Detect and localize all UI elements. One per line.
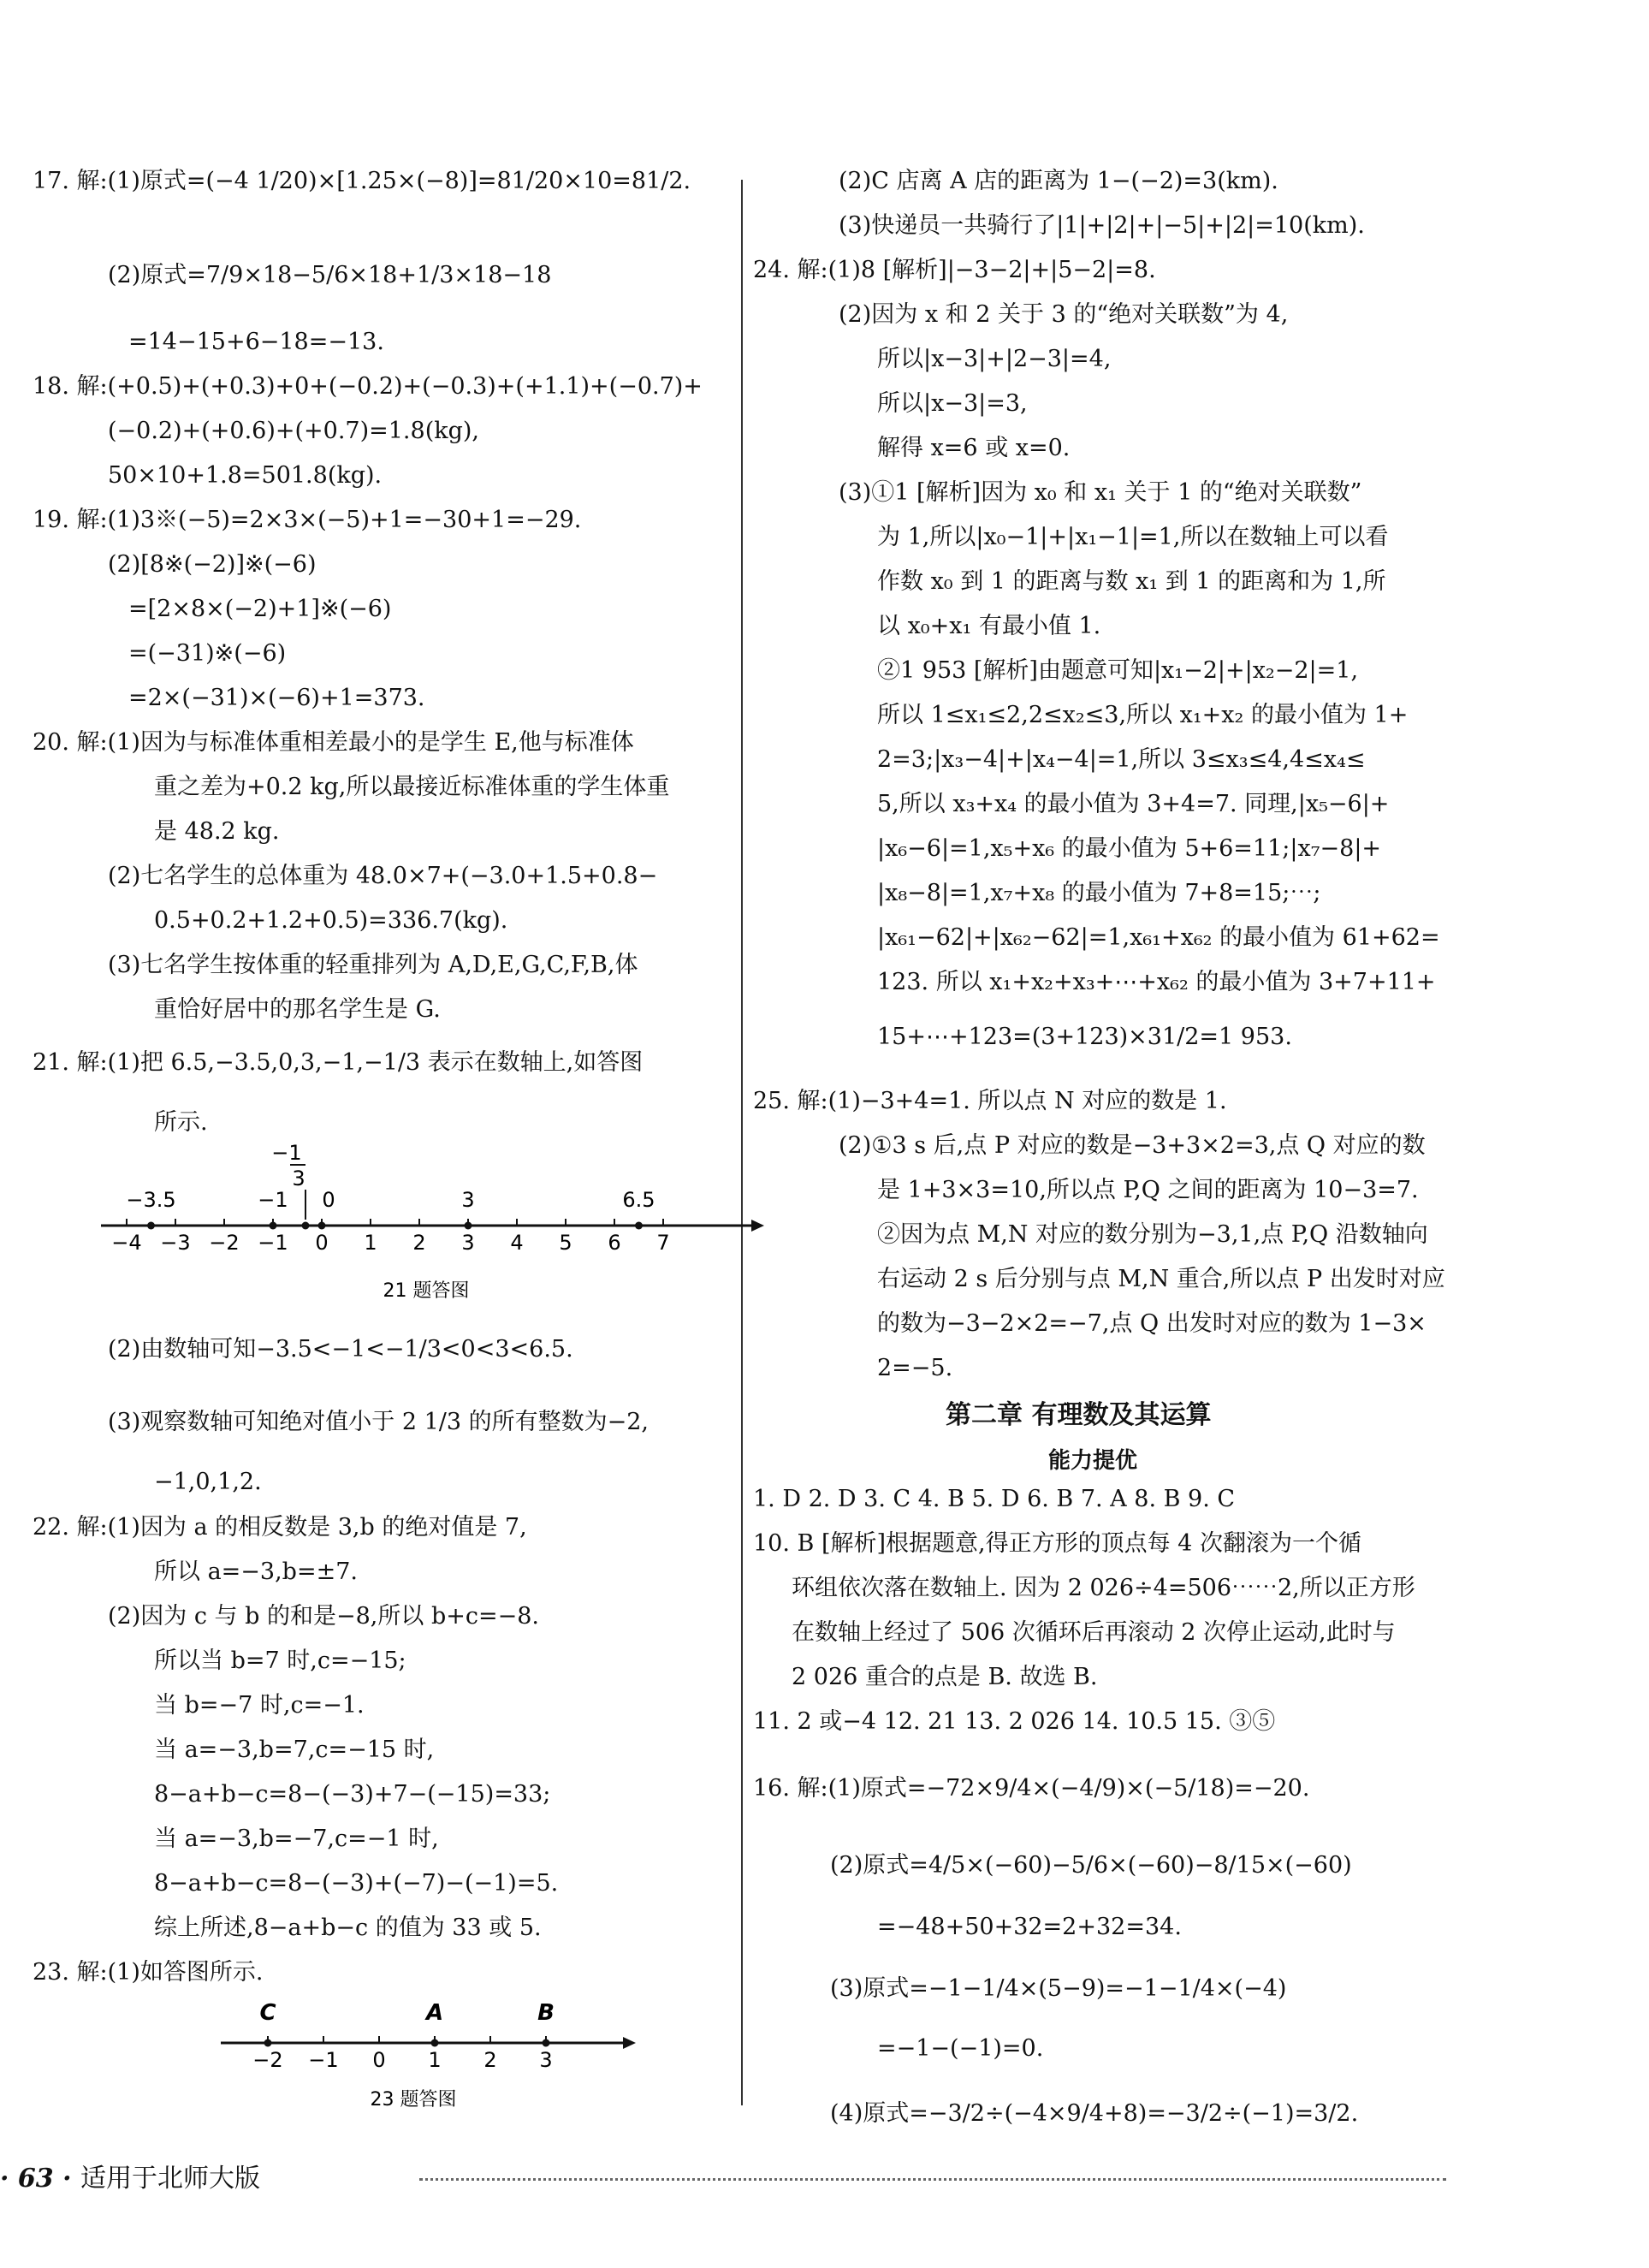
q23-line-1: 23. 解:(1)如答图所示.: [33, 1959, 264, 1986]
q24-line-16: |x₆₁−62|+|x₆₂−62|=1,x₆₁+x₆₂ 的最小值为 61+62=: [877, 924, 1440, 951]
point-label: C: [259, 2000, 276, 2026]
q22-line-2: 所以 a=−3,b=±7.: [154, 1559, 358, 1585]
figure-21-caption: 21 题答图: [383, 1280, 470, 1302]
q25-line-6: 的数为−3−2×2=−7,点 Q 出发时对应的数为 1−3×: [877, 1310, 1427, 1337]
tick-label: 2: [412, 1231, 426, 1255]
q16-line-4: (3)原式=−1−1/4×(5−9)=−1−1/4×(−4): [830, 1975, 1287, 2002]
figure-23-caption: 23 题答图: [370, 2089, 457, 2111]
q25-line-2: (2)①3 s 后,点 P 对应的数是−3+3×2=3,点 Q 对应的数: [839, 1132, 1426, 1159]
q19-line-3: =[2×8×(−2)+1]※(−6): [128, 596, 392, 622]
q24-line-15: |x₈−8|=1,x₇+x₈ 的最小值为 7+8=15;⋯;: [877, 880, 1321, 906]
tick-label: 6: [608, 1231, 621, 1255]
q24-line-14: |x₆−6|=1,x₅+x₆ 的最小值为 5+6=11;|x₇−8|+: [877, 835, 1382, 862]
q21-line-1: 21. 解:(1)把 6.5,−3.5,0,3,−1,−1/3 表示在数轴上,如答图: [33, 1049, 644, 1076]
number-line-23: [221, 1990, 666, 2114]
q10-line-3: 在数轴上经过了 506 次循环后再滚动 2 次停止运动,此时与: [792, 1619, 1396, 1646]
tick-label: 1: [364, 1231, 377, 1255]
point-label: −3.5: [126, 1188, 176, 1212]
q22-line-3: (2)因为 c 与 b 的和是−8,所以 b+c=−8.: [108, 1603, 539, 1630]
q16-line-6: (4)原式=−3/2÷(−4×9/4+8)=−3/2÷(−1)=3/2.: [830, 2100, 1359, 2127]
q25-line-3: 是 1+3×3=10,所以点 P,Q 之间的距离为 10−3=7.: [877, 1177, 1419, 1203]
q24-line-7: 为 1,所以|x₀−1|+|x₁−1|=1,所以在数轴上可以看: [877, 524, 1389, 550]
q22-line-10: 综上所述,8−a+b−c 的值为 33 或 5.: [154, 1915, 542, 1941]
q24-line-12: 2=3;|x₃−4|+|x₄−4|=1,所以 3≤x₃≤4,4≤x₄≤: [877, 746, 1366, 773]
q23-line-2: (2)C 店离 A 店的距离为 1−(−2)=3(km).: [839, 168, 1278, 194]
q22-line-9: 8−a+b−c=8−(−3)+(−7)−(−1)=5.: [154, 1870, 559, 1897]
q20-line-4: (2)七名学生的总体重为 48.0×7+(−3.0+1.5+0.8−: [108, 863, 658, 889]
q24-line-18: 15+⋯+123=(3+123)×31/2=1 953.: [877, 1024, 1292, 1050]
q22-line-8: 当 a=−3,b=−7,c=−1 时,: [154, 1826, 439, 1852]
q19-line-5: =2×(−31)×(−6)+1=373.: [128, 685, 425, 711]
point-label: 6.5: [622, 1188, 655, 1212]
q24-line-3: 所以|x−3|+|2−3|=4,: [877, 346, 1112, 372]
tick-label: 2: [483, 2048, 497, 2072]
q21-line-2: 所示.: [154, 1109, 208, 1136]
point-label: B: [537, 2000, 555, 2026]
point-label: A: [425, 2000, 444, 2026]
mcq-answers: 1. D 2. D 3. C 4. B 5. D 6. B 7. A 8. B 9. C: [753, 1486, 1236, 1512]
tick-label: 7: [656, 1231, 670, 1255]
point-marker: [270, 1222, 277, 1230]
q20-line-1: 20. 解:(1)因为与标准体重相差最小的是学生 E,他与标准体: [33, 729, 634, 756]
q25-line-5: 右运动 2 s 后分别与点 M,N 重合,所以点 P 出发时对应: [877, 1266, 1445, 1292]
tick-label: 3: [539, 2048, 553, 2072]
q22-line-6: 当 a=−3,b=7,c=−15 时,: [154, 1737, 435, 1763]
q21-line-4: (3)观察数轴可知绝对值小于 2 1/3 的所有整数为−2,: [108, 1409, 650, 1435]
q19-line-1: 19. 解:(1)3※(−5)=2×3×(−5)+1=−30+1=−29.: [33, 507, 582, 533]
q17-line-3: =14−15+6−18=−13.: [128, 329, 384, 355]
q24-line-8: 作数 x₀ 到 1 的距离与数 x₁ 到 1 的距离和为 1,所: [877, 568, 1386, 595]
q24-line-1: 24. 解:(1)8 [解析]|−3−2|+|5−2|=8.: [753, 257, 1156, 283]
q22-line-5: 当 b=−7 时,c=−1.: [154, 1692, 365, 1719]
q20-line-2: 重之差为+0.2 kg,所以最接近标准体重的学生体重: [154, 774, 670, 800]
footer-dotted-rule: [419, 2178, 1446, 2181]
point-label: 0: [322, 1188, 335, 1212]
point-marker: [465, 1222, 472, 1230]
svg-text:3: 3: [292, 1167, 305, 1190]
tick-label: −2: [252, 2048, 283, 2072]
point-marker: [318, 1222, 326, 1230]
q25-line-7: 2=−5.: [877, 1355, 953, 1381]
tick-label: 0: [372, 2048, 386, 2072]
q22-line-7: 8−a+b−c=8−(−3)+7−(−15)=33;: [154, 1781, 551, 1808]
q24-line-10: ②1 953 [解析]由题意可知|x₁−2|+|x₂−2|=1,: [877, 657, 1359, 684]
q19-line-2: (2)[8※(−2)]※(−6): [108, 551, 317, 578]
point-marker: [635, 1222, 643, 1230]
q22-line-1: 22. 解:(1)因为 a 的相反数是 3,b 的绝对值是 7,: [33, 1514, 527, 1541]
q16-line-1: 16. 解:(1)原式=−72×9/4×(−4/9)×(−5/18)=−20.: [753, 1775, 1310, 1802]
section-title: 能力提优: [1048, 1448, 1138, 1474]
q10-line-2: 环组依次落在数轴上. 因为 2 026÷4=506⋯⋯2,所以正方形: [792, 1575, 1415, 1601]
q24-line-11: 所以 1≤x₁≤2,2≤x₂≤3,所以 x₁+x₂ 的最小值为 1+: [877, 702, 1409, 728]
q16-line-3: =−48+50+32=2+32=34.: [877, 1914, 1182, 1940]
q16-line-5: =−1−(−1)=0.: [877, 2035, 1044, 2062]
tick-label: 3: [461, 1231, 475, 1255]
tick-label: −1: [258, 1231, 288, 1255]
q21-line-5: −1,0,1,2.: [154, 1469, 262, 1495]
point-marker: [264, 2039, 272, 2047]
q20-line-6: (3)七名学生按体重的轻重排列为 A,D,E,G,C,F,B,体: [108, 952, 638, 978]
q18-line-2: (−0.2)+(+0.6)+(+0.7)=1.8(kg),: [108, 418, 479, 444]
q10-line-1: 10. B [解析]根据题意,得正方形的顶点每 4 次翻滚为一个循: [753, 1530, 1361, 1557]
tick-label: 4: [510, 1231, 524, 1255]
q20-line-5: 0.5+0.2+1.2+0.5)=336.7(kg).: [154, 907, 508, 934]
point-label: −1: [258, 1188, 288, 1212]
q18-line-1: 18. 解:(+0.5)+(+0.3)+0+(−0.2)+(−0.3)+(+1.1)+(−0.7)+: [33, 373, 703, 400]
q24-line-2: (2)因为 x 和 2 关于 3 的“绝对关联数”为 4,: [839, 301, 1289, 328]
tick-label: −4: [111, 1231, 142, 1255]
point-label: −1: [271, 1143, 302, 1165]
q24-line-17: 123. 所以 x₁+x₂+x₃+⋯+x₆₂ 的最小值为 3+7+11+: [877, 969, 1436, 995]
tick-label: −3: [160, 1231, 191, 1255]
q17-line-1: 17. 解:(1)原式=(−4 1/20)×[1.25×(−8)]=81/20×10=81/2.: [33, 168, 691, 194]
tick-label: −2: [209, 1231, 240, 1255]
q24-line-6: (3)①1 [解析]因为 x₀ 和 x₁ 关于 1 的“绝对关联数”: [839, 479, 1362, 506]
page-number: · 63 ·: [0, 2164, 72, 2194]
q17-line-2: (2)原式=7/9×18−5/6×18+1/3×18−18: [108, 262, 552, 288]
q25-line-1: 25. 解:(1)−3+4=1. 所以点 N 对应的数是 1.: [753, 1088, 1227, 1114]
edition-label: 适用于北师大版: [80, 2164, 260, 2194]
q24-line-13: 5,所以 x₃+x₄ 的最小值为 3+4=7. 同理,|x₅−6|+: [877, 791, 1390, 817]
q18-line-3: 50×10+1.8=501.8(kg).: [108, 462, 383, 489]
q24-line-4: 所以|x−3|=3,: [877, 390, 1028, 417]
number-line-21: [101, 1143, 786, 1305]
q23-line-3: (3)快递员一共骑行了|1|+|2|+|−5|+|2|=10(km).: [839, 212, 1365, 239]
point-marker: [302, 1222, 310, 1230]
point-marker: [147, 1222, 155, 1230]
point-label: 3: [461, 1188, 475, 1212]
q16-line-2: (2)原式=4/5×(−60)−5/6×(−60)−8/15×(−60): [830, 1852, 1352, 1879]
tick-label: 0: [315, 1231, 329, 1255]
q19-line-4: =(−31)※(−6): [128, 640, 287, 667]
tick-label: 5: [559, 1231, 572, 1255]
q25-line-4: ②因为点 M,N 对应的数分别为−3,1,点 P,Q 沿数轴向: [877, 1221, 1428, 1248]
fill-in-answers: 11. 2 或−4 12. 21 13. 2 026 14. 10.5 15. ③⑤: [753, 1708, 1276, 1735]
q21-line-3: (2)由数轴可知−3.5<−1<−1/3<0<3<6.5.: [108, 1336, 573, 1363]
q20-line-3: 是 48.2 kg.: [154, 818, 280, 845]
chapter-title: 第二章 有理数及其运算: [946, 1400, 1212, 1430]
q24-line-5: 解得 x=6 或 x=0.: [877, 435, 1071, 461]
q10-line-4: 2 026 重合的点是 B. 故选 B.: [792, 1664, 1098, 1690]
tick-label: 1: [428, 2048, 442, 2072]
q20-line-7: 重恰好居中的那名学生是 G.: [154, 996, 441, 1023]
point-marker: [431, 2039, 439, 2047]
tick-label: −1: [308, 2048, 339, 2072]
q22-line-4: 所以当 b=7 时,c=−15;: [154, 1648, 406, 1674]
point-marker: [543, 2039, 550, 2047]
q24-line-9: 以 x₀+x₁ 有最小值 1.: [877, 613, 1101, 639]
page-footer: [0, 2157, 260, 2194]
